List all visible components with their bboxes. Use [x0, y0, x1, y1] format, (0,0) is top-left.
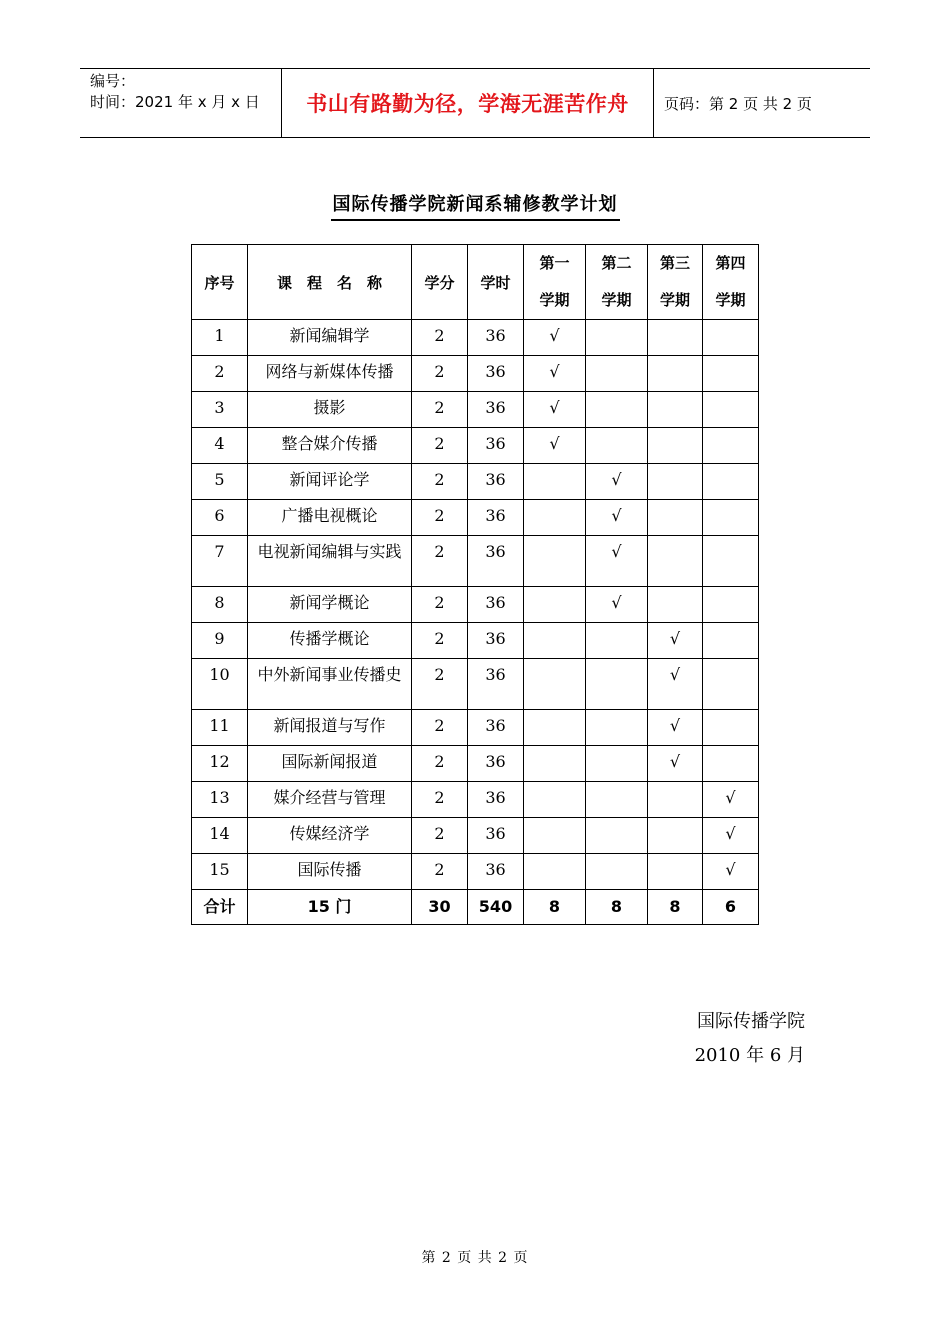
cell-term-4	[703, 710, 759, 746]
cell-term-1	[524, 746, 586, 782]
cell-term-3	[648, 818, 703, 854]
table-row	[192, 710, 759, 746]
cell-term-3	[648, 500, 703, 536]
cell-term-3	[648, 320, 703, 356]
header-term-3-bottom: 学期	[659, 291, 690, 309]
cell-course: 摄影	[248, 392, 412, 428]
page-number: 第 2 页 共 2 页	[421, 1250, 529, 1266]
cell-term-1	[524, 659, 586, 710]
cell-credits: 2	[412, 854, 468, 890]
cell-term-4: √	[703, 818, 759, 854]
table-row	[192, 536, 759, 587]
cell-term-3: √	[648, 710, 703, 746]
cell-hours: 36	[468, 392, 524, 428]
cell-hours: 36	[468, 464, 524, 500]
cell-term-2	[586, 320, 648, 356]
cell-credits: 2	[412, 782, 468, 818]
cell-term-2	[586, 818, 648, 854]
cell-term-4	[703, 320, 759, 356]
cell-credits: 2	[412, 746, 468, 782]
cell-credits: 2	[412, 587, 468, 623]
cell-term-2	[586, 428, 648, 464]
cell-term-1: √	[524, 428, 586, 464]
cell-course: 新闻报道与写作	[248, 710, 412, 746]
header-term-4-top: 第四	[715, 254, 746, 272]
table-row	[192, 854, 759, 890]
total-term-4: 6	[703, 890, 759, 925]
cell-index: 9	[192, 623, 248, 659]
cell-credits: 2	[412, 623, 468, 659]
document-title-wrap	[0, 190, 950, 221]
footer-organization: 国际传播学院	[697, 1011, 805, 1032]
cell-term-1: √	[524, 392, 586, 428]
cell-term-1: √	[524, 320, 586, 356]
cell-hours: 36	[468, 536, 524, 587]
table-row	[192, 428, 759, 464]
total-row	[192, 890, 759, 925]
cell-credits: 2	[412, 392, 468, 428]
cell-hours: 36	[468, 782, 524, 818]
cell-term-1	[524, 818, 586, 854]
cell-term-4	[703, 464, 759, 500]
total-term-1: 8	[524, 890, 586, 925]
total-term-3: 8	[648, 890, 703, 925]
cell-course: 传播学概论	[248, 623, 412, 659]
cell-index: 3	[192, 392, 248, 428]
cell-course: 新闻评论学	[248, 464, 412, 500]
header-number-label: 编号：	[90, 72, 136, 90]
cell-hours: 36	[468, 854, 524, 890]
cell-term-4	[703, 659, 759, 710]
cell-index: 15	[192, 854, 248, 890]
cell-term-4	[703, 356, 759, 392]
cell-hours: 36	[468, 587, 524, 623]
cell-term-3	[648, 782, 703, 818]
cell-index: 13	[192, 782, 248, 818]
cell-term-3	[648, 464, 703, 500]
cell-term-3: √	[648, 659, 703, 710]
cell-term-1	[524, 854, 586, 890]
header-term-3	[648, 245, 703, 320]
cell-term-3: √	[648, 623, 703, 659]
cell-term-2	[586, 659, 648, 710]
cell-term-2	[586, 746, 648, 782]
cell-term-2	[586, 854, 648, 890]
cell-course: 国际传播	[248, 854, 412, 890]
header-index: 序号	[192, 245, 248, 320]
cell-course: 整合媒介传播	[248, 428, 412, 464]
header-term-2	[586, 245, 648, 320]
cell-term-3	[648, 392, 703, 428]
cell-term-4	[703, 536, 759, 587]
cell-term-4: √	[703, 782, 759, 818]
header-hours: 学时	[468, 245, 524, 320]
cell-hours: 36	[468, 500, 524, 536]
cell-hours: 36	[468, 818, 524, 854]
cell-hours: 36	[468, 746, 524, 782]
cell-term-2	[586, 356, 648, 392]
cell-term-2	[586, 623, 648, 659]
cell-index: 4	[192, 428, 248, 464]
header-term-1-top: 第一	[539, 254, 570, 272]
cell-term-3: √	[648, 746, 703, 782]
cell-course: 新闻学概论	[248, 587, 412, 623]
header-motto: 书山有路勤为径，学海无涯苦作舟	[282, 69, 654, 137]
cell-term-1	[524, 782, 586, 818]
table-row	[192, 782, 759, 818]
table-row	[192, 659, 759, 710]
cell-term-4: √	[703, 854, 759, 890]
cell-credits: 2	[412, 710, 468, 746]
total-credits: 30	[412, 890, 468, 925]
cell-term-3	[648, 536, 703, 587]
cell-course: 新闻编辑学	[248, 320, 412, 356]
cell-term-3	[648, 428, 703, 464]
header-term-4	[703, 245, 759, 320]
cell-course: 网络与新媒体传播	[248, 356, 412, 392]
cell-term-2: √	[586, 587, 648, 623]
table-row	[192, 623, 759, 659]
cell-term-4	[703, 746, 759, 782]
cell-term-1	[524, 587, 586, 623]
header-time-label: 时间：2021 年 x 月 x 日	[90, 93, 260, 111]
cell-course: 国际新闻报道	[248, 746, 412, 782]
cell-hours: 36	[468, 710, 524, 746]
header-term-4-bottom: 学期	[715, 291, 746, 309]
cell-index: 6	[192, 500, 248, 536]
cell-credits: 2	[412, 356, 468, 392]
document-header	[80, 68, 870, 138]
table-row	[192, 746, 759, 782]
cell-term-4	[703, 500, 759, 536]
cell-term-3	[648, 356, 703, 392]
cell-term-2: √	[586, 464, 648, 500]
cell-term-4	[703, 587, 759, 623]
total-hours: 540	[468, 890, 524, 925]
cell-course: 传媒经济学	[248, 818, 412, 854]
cell-term-1	[524, 536, 586, 587]
cell-hours: 36	[468, 659, 524, 710]
cell-hours: 36	[468, 356, 524, 392]
table-row	[192, 587, 759, 623]
header-term-3-top: 第三	[659, 254, 690, 272]
table-row	[192, 818, 759, 854]
curriculum-table	[191, 244, 759, 925]
cell-term-1	[524, 623, 586, 659]
document-title: 国际传播学院新闻系辅修教学计划	[331, 190, 620, 221]
cell-term-1	[524, 500, 586, 536]
cell-index: 12	[192, 746, 248, 782]
cell-term-3	[648, 854, 703, 890]
cell-term-1: √	[524, 356, 586, 392]
header-term-2-bottom: 学期	[601, 291, 632, 309]
cell-term-3	[648, 587, 703, 623]
cell-credits: 2	[412, 428, 468, 464]
cell-index: 5	[192, 464, 248, 500]
cell-term-2: √	[586, 500, 648, 536]
header-credits: 学分	[412, 245, 468, 320]
cell-index: 2	[192, 356, 248, 392]
cell-credits: 2	[412, 659, 468, 710]
cell-course: 媒介经营与管理	[248, 782, 412, 818]
cell-term-2	[586, 392, 648, 428]
cell-course: 广播电视概论	[248, 500, 412, 536]
cell-term-4	[703, 392, 759, 428]
cell-index: 7	[192, 536, 248, 587]
table-row	[192, 320, 759, 356]
cell-index: 1	[192, 320, 248, 356]
cell-term-4	[703, 623, 759, 659]
cell-term-2	[586, 710, 648, 746]
header-term-1-bottom: 学期	[539, 291, 570, 309]
cell-hours: 36	[468, 623, 524, 659]
total-term-2: 8	[586, 890, 648, 925]
cell-credits: 2	[412, 500, 468, 536]
cell-term-1	[524, 464, 586, 500]
cell-course: 中外新闻事业传播史	[248, 659, 412, 710]
cell-index: 10	[192, 659, 248, 710]
table-row	[192, 392, 759, 428]
cell-index: 14	[192, 818, 248, 854]
cell-course: 电视新闻编辑与实践	[248, 536, 412, 587]
header-meta	[80, 69, 282, 137]
header-course: 课 程 名 称	[248, 245, 412, 320]
total-label: 合计	[192, 890, 248, 925]
header-page-info: 页码：第 2 页 共 2 页	[664, 94, 812, 113]
cell-term-2: √	[586, 536, 648, 587]
table-header-row	[192, 245, 759, 320]
header-term-1	[524, 245, 586, 320]
table-row	[192, 464, 759, 500]
header-term-2-top: 第二	[601, 254, 632, 272]
table-row	[192, 500, 759, 536]
cell-term-1	[524, 710, 586, 746]
cell-term-2	[586, 782, 648, 818]
cell-index: 11	[192, 710, 248, 746]
footer-date: 2010 年 6 月	[694, 1045, 805, 1066]
cell-hours: 36	[468, 428, 524, 464]
cell-hours: 36	[468, 320, 524, 356]
total-courses: 15 门	[248, 890, 412, 925]
cell-credits: 2	[412, 320, 468, 356]
cell-term-4	[703, 428, 759, 464]
cell-credits: 2	[412, 536, 468, 587]
cell-credits: 2	[412, 818, 468, 854]
cell-credits: 2	[412, 464, 468, 500]
table-row	[192, 356, 759, 392]
cell-index: 8	[192, 587, 248, 623]
